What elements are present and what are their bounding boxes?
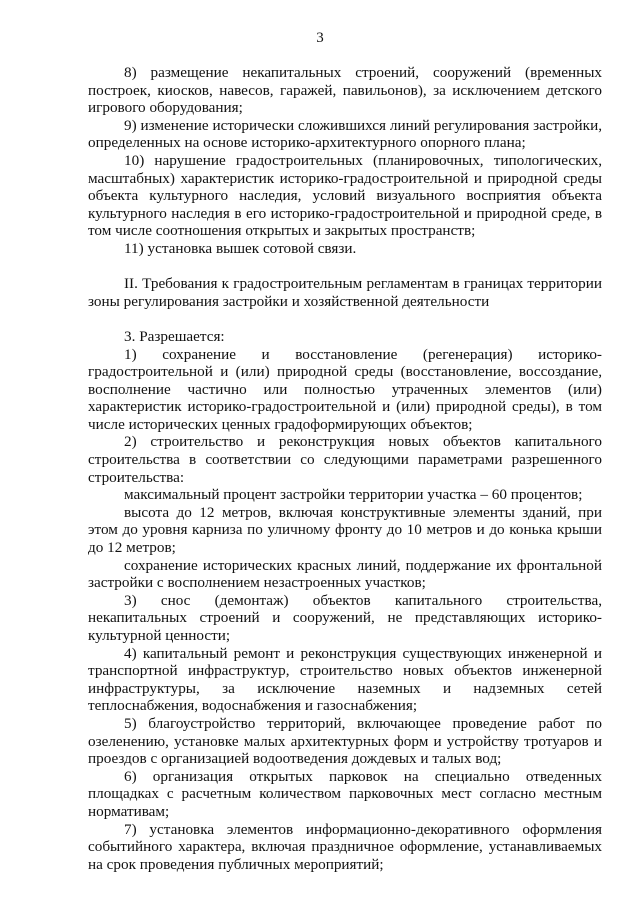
allowed-item-7: 7) установка элементов информационно-декоративного оформления событийного характера, включая праздничное оформление, устанавливаемых на срок проведения публичных мероприятий; xyxy=(88,820,602,873)
allowed-item-4: 4) капитальный ремонт и реконструкция существующих инженерной и транспортной инфраструктур, строительство новых объектов инженерной инфраструктуры, за исключение наземных и надземных сетей теплоснабжения, водоснабжения и газоснабжения; xyxy=(88,644,602,715)
paragraph-item-10: 10) нарушение градостроительных (планировочных, типологических, масштабных) характеристик историко-градостроительной и природной среды объекта культурного наследия, условий визуального восприятия объекта культурного наследия в его историко-градостроительной и природной среде, в том числе соотношения открытых и закрытых пространств; xyxy=(88,151,602,240)
allowed-item-1: 1) сохранение и восстановление (регенерация) историко-градостроительной и (или) природной среды (восстановление, воссоздание, восполнение частично или полностью утраченных элементов (или) характеристик историко-градостроительной и (или) природной среды), в том числе исторических ценных градоформирующих объектов; xyxy=(88,345,602,433)
allowed-item-6: 6) организация открытых парковок на специально отведенных площадках с расчетным количеством парковочных мест согласно местным нормативам; xyxy=(88,767,602,820)
allowed-item-5: 5) благоустройство территорий, включающее проведение работ по озеленению, установке малых архитектурных форм и устройству тротуаров и проездов с организацией водоотведения дождевых и талых вод; xyxy=(88,714,602,768)
paragraph-item-11: 11) установка вышек сотовой связи. xyxy=(124,239,357,257)
parameter-build-percent: максимальный процент застройки территории участка – 60 процентов; xyxy=(124,486,583,504)
parameter-red-lines: сохранение исторических красных линий, поддержание их фронтальной застройки с восполнением незастроенных участков; xyxy=(88,556,602,592)
allowed-item-3: 3) снос (демонтаж) объектов капитального строительства, некапитальных строений и сооружений, не представляющих историко-культурной ценности; xyxy=(88,591,602,644)
paragraph-item-9: 9) изменение исторически сложившихся линий регулирования застройки, определенных на основе историко-архитектурного опорного плана; xyxy=(88,116,602,152)
page-number: 3 xyxy=(316,30,324,46)
section-heading: II. Требования к градостроительным регламентам в границах территории зоны регулирования застройки и хозяйственной деятельности xyxy=(88,275,602,310)
paragraph-item-8: 8) размещение некапитальных строений, сооружений (временных построек, киосков, навесов, гаражей, павильонов), за исключением детского игрового оборудования; xyxy=(88,64,602,117)
clause-3-title: 3. Разрешается: xyxy=(124,327,225,345)
parameter-height: высота до 12 метров, включая конструктивные элементы зданий, при этом до уровня карниза по уличному фронту до 10 метров и до конька крыши до 12 метров; xyxy=(88,503,602,557)
document-body xyxy=(88,64,602,873)
allowed-item-2: 2) строительство и реконструкция новых объектов капитального строительства в соответствии со следующими параметрами разрешенного строительства: xyxy=(88,433,602,486)
